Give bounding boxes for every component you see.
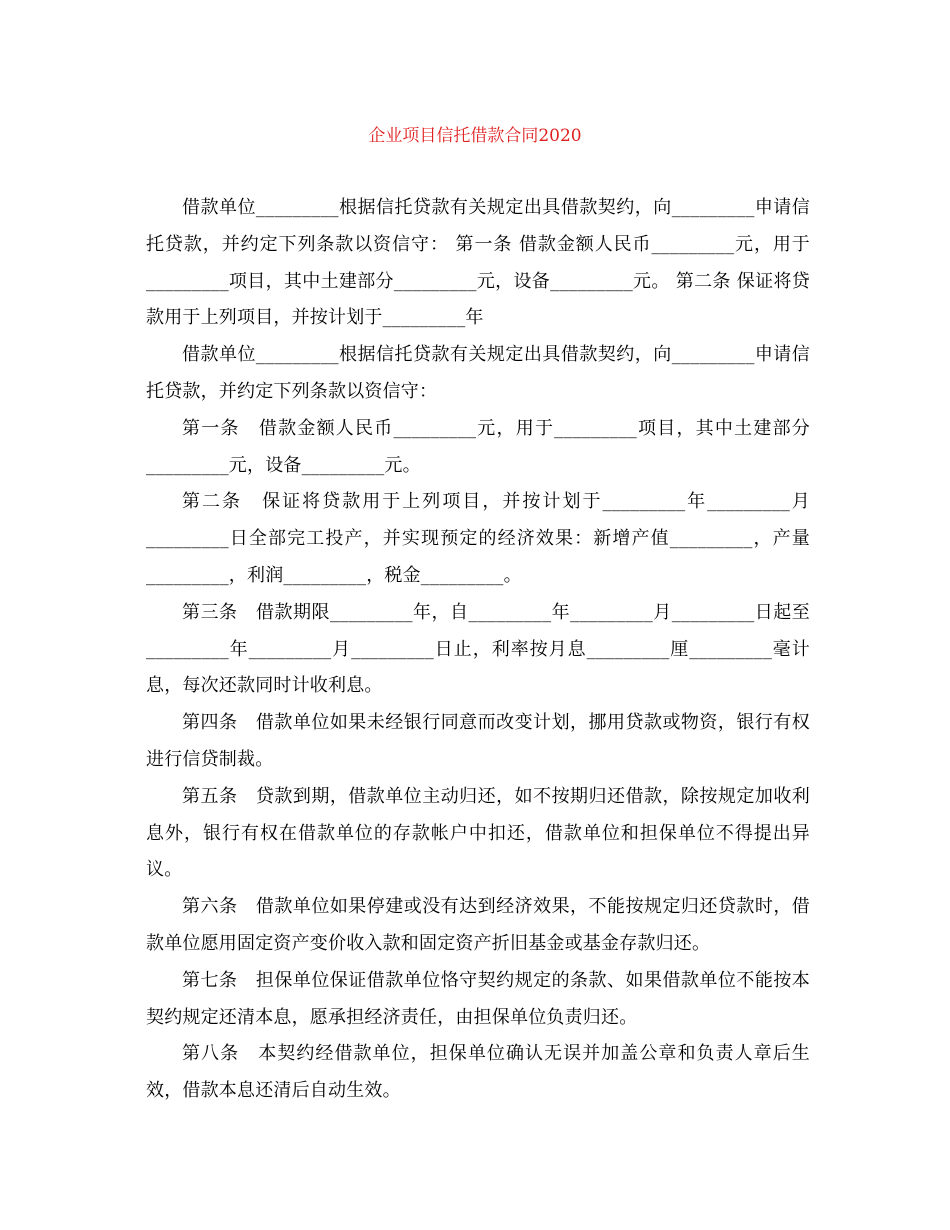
paragraph-preamble: 借款单位_________根据信托贷款有关规定出具借款契约，向_________申请信托贷款，并约定下列条款以资信守： [146, 344, 810, 402]
paragraph-article-4: 第四条 借款单位如果未经银行同意而改变计划，挪用贷款或物资，银行有权进行信贷制裁。 [146, 712, 810, 770]
document-body [146, 190, 810, 1110]
document-title: 企业项目信托借款合同2020 [368, 126, 582, 146]
paragraph-article-3: 第三条 借款期限_________年，自_________年_________月_________日起至_________年_________月_________日止，利率按月息_________厘_________毫计息，每次还款同时计收利息。 [146, 601, 810, 697]
paragraph-article-1: 第一条 借款金额人民币_________元，用于_________项目，其中土建部分_________元，设备_________元。 [146, 417, 810, 476]
paragraph-article-8: 第八条 本契约经借款单位，担保单位确认无误并加盖公章和负责人章后生效，借款本息还清后自动生效。 [146, 1043, 810, 1102]
paragraph-intro: 借款单位_________根据信托贷款有关规定出具借款契约，向_________申请信托贷款，并约定下列条款以资信守： 第一条 借款金额人民币_________元，用于_________项目，其中土建部分_________元，设备_________元。 第二条 保证将贷款用于上列项目，并按计划于_________年 [146, 197, 810, 329]
paragraph-article-2: 第二条 保证将贷款用于上列项目，并按计划于_________年_________月_________日全部完工投产，并实现预定的经济效果：新增产值_________，产量_________，利润_________，税金_________。 [146, 491, 810, 586]
paragraph-article-6: 第六条 借款单位如果停建或没有达到经济效果，不能按规定归还贷款时，借款单位愿用固定资产变价收入款和固定资产折旧基金或基金存款归还。 [146, 896, 810, 954]
paragraph-article-5: 第五条 贷款到期，借款单位主动归还，如不按期归还借款，除按规定加收利息外，银行有权在借款单位的存款帐户中扣还，借款单位和担保单位不得提出异议。 [146, 785, 810, 881]
paragraph-article-7: 第七条 担保单位保证借款单位恪守契约规定的条款、如果借款单位不能按本契约规定还清本息，愿承担经济责任，由担保单位负责归还。 [146, 969, 810, 1028]
